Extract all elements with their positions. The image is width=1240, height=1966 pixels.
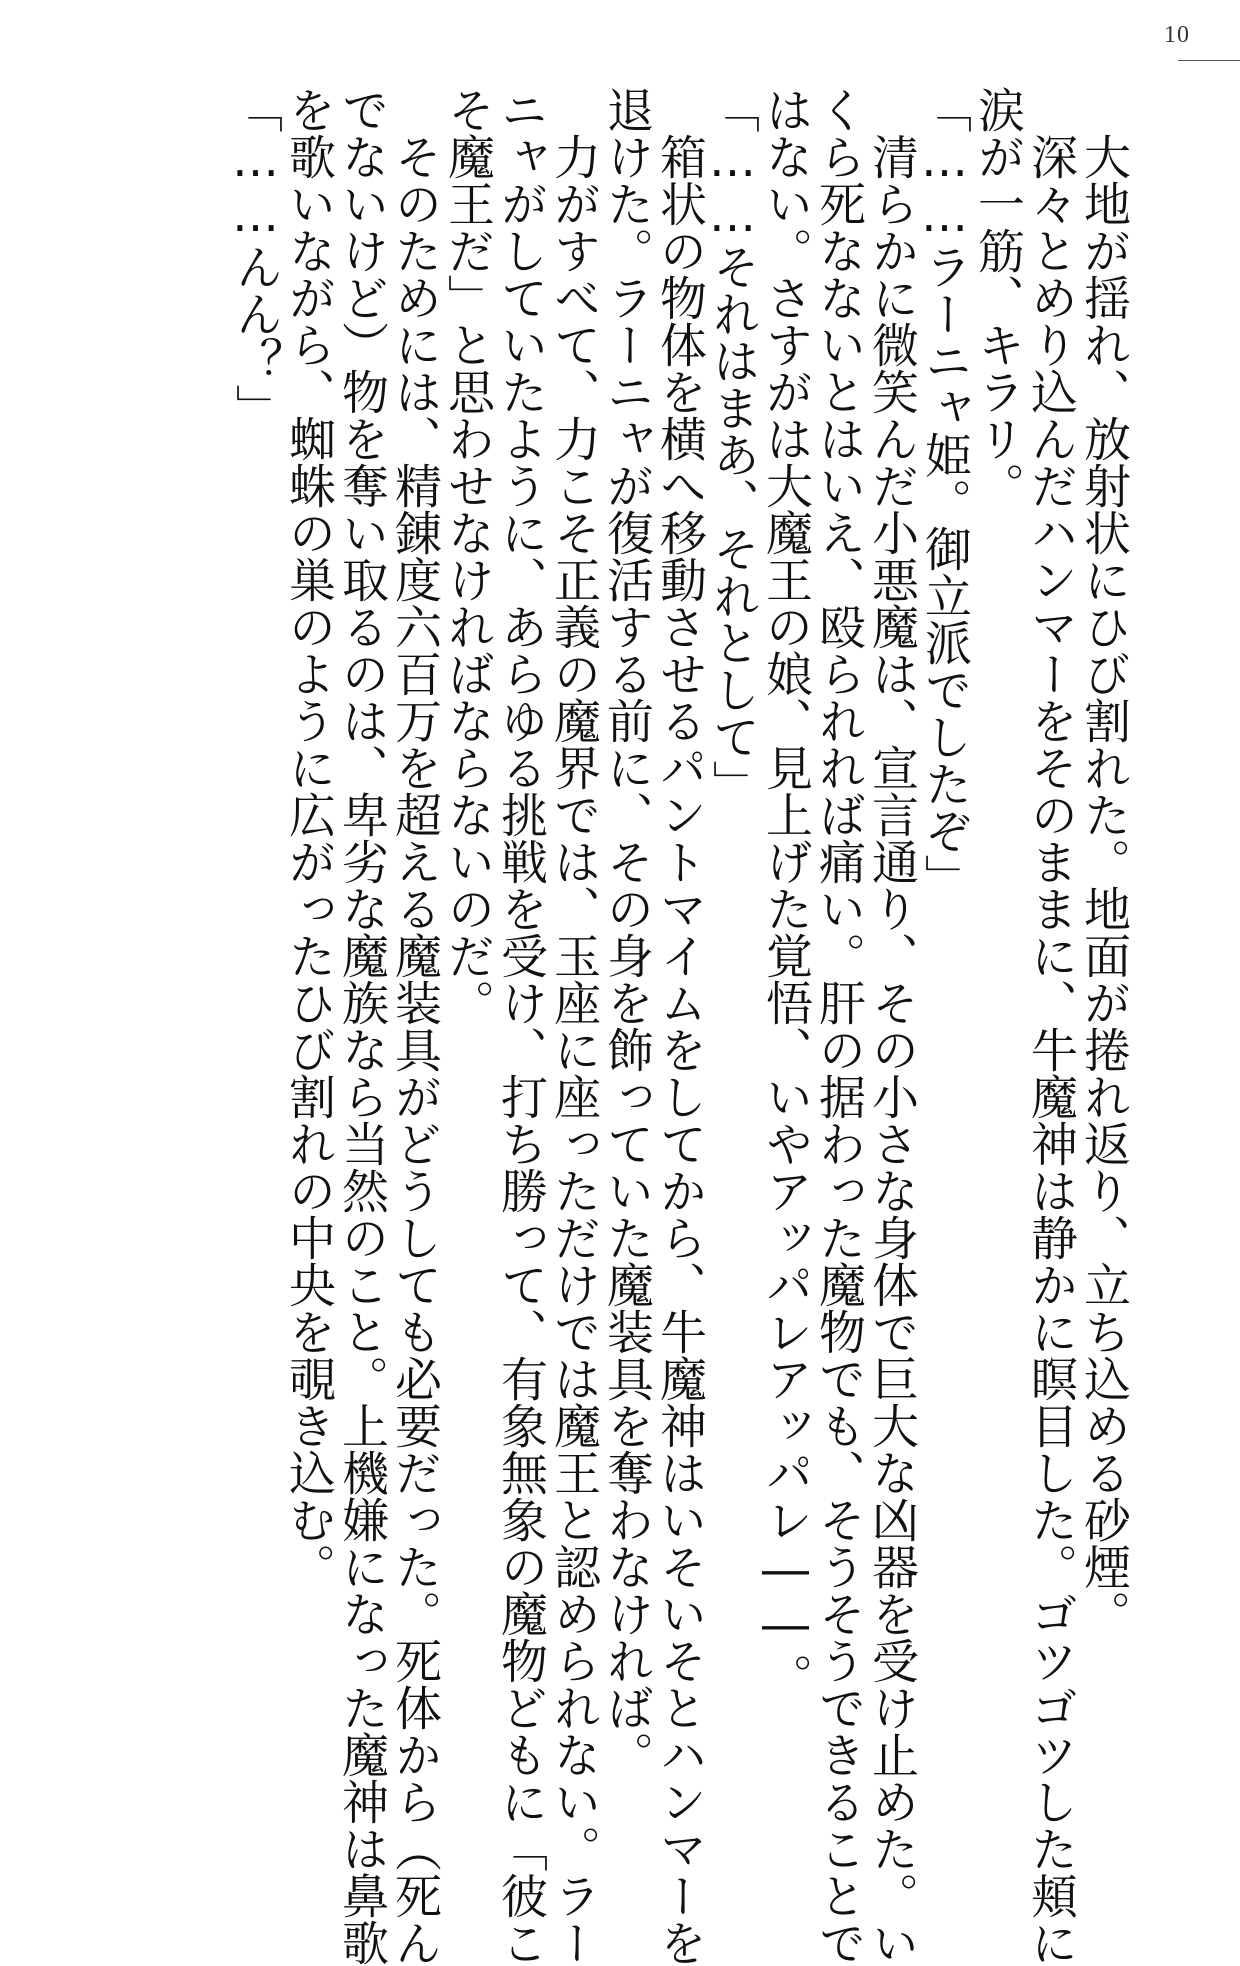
text-line: くら死なないとはいえ、殴られれば痛い。肝の据わった魔物でも、そうそうできることで <box>811 86 866 1966</box>
text-line: 深々とめり込んだハンマーをそのままに、牛魔神は静かに瞑目した。ゴツゴツした頬に <box>1023 133 1078 1966</box>
text-line: 力がすべて、力こそ正義の魔界では、玉座に座っただけでは魔王と認められない。ラー <box>546 133 601 1966</box>
text-line: そのためには、精錬度六百万を超える魔装具がどうしても必要だった。死体から（死ん <box>387 133 442 1966</box>
text-line: 「……それはまあ、それとして」 <box>705 86 760 807</box>
text-line: そ魔王だ」と思わせなければならないのだ。 <box>440 86 495 1026</box>
text-line: 清らかに微笑んだ小悪魔は、宣言通り、その小さな身体で巨大な凶器を受け止めた。い <box>864 133 919 1966</box>
text-line: 箱状の物体を横へ移動させるパントマイムをしてから、牛魔神はいそいそとハンマーを <box>652 133 707 1966</box>
text-line: ニャがしていたように、あらゆる挑戦を受け、打ち勝って、有象無象の魔物どもに「彼こ <box>493 86 548 1966</box>
text-line: はない。さすがは大魔王の娘、見上げた覚悟、いやアッパレアッパレ――。 <box>758 86 813 1700</box>
body-text <box>228 86 1131 1966</box>
text-line: 「……ラーニャ姫。御立派でしたぞ」 <box>917 86 972 901</box>
page-number-rule <box>1178 60 1240 61</box>
text-line: でないけど）物を奪い取るのは、卑劣な魔族なら当然のこと。上機嫌になった魔神は鼻歌 <box>334 86 389 1966</box>
text-line: 「……んん？」 <box>228 86 283 431</box>
text-line: 涙が一筋、キラリ。 <box>970 86 1025 509</box>
text-line: 大地が揺れ、放射状にひび割れた。地面が捲れ返り、立ち込める砂煙。 <box>1076 133 1131 1637</box>
text-line: を歌いながら、蜘蛛の巣のように広がったひび割れの中央を覗き込む。 <box>281 86 336 1590</box>
text-line: 退けた。ラーニャが復活する前に、その身を飾っていた魔装具を奪わなければ。 <box>599 86 654 1778</box>
page-number: 10 <box>1164 22 1190 48</box>
